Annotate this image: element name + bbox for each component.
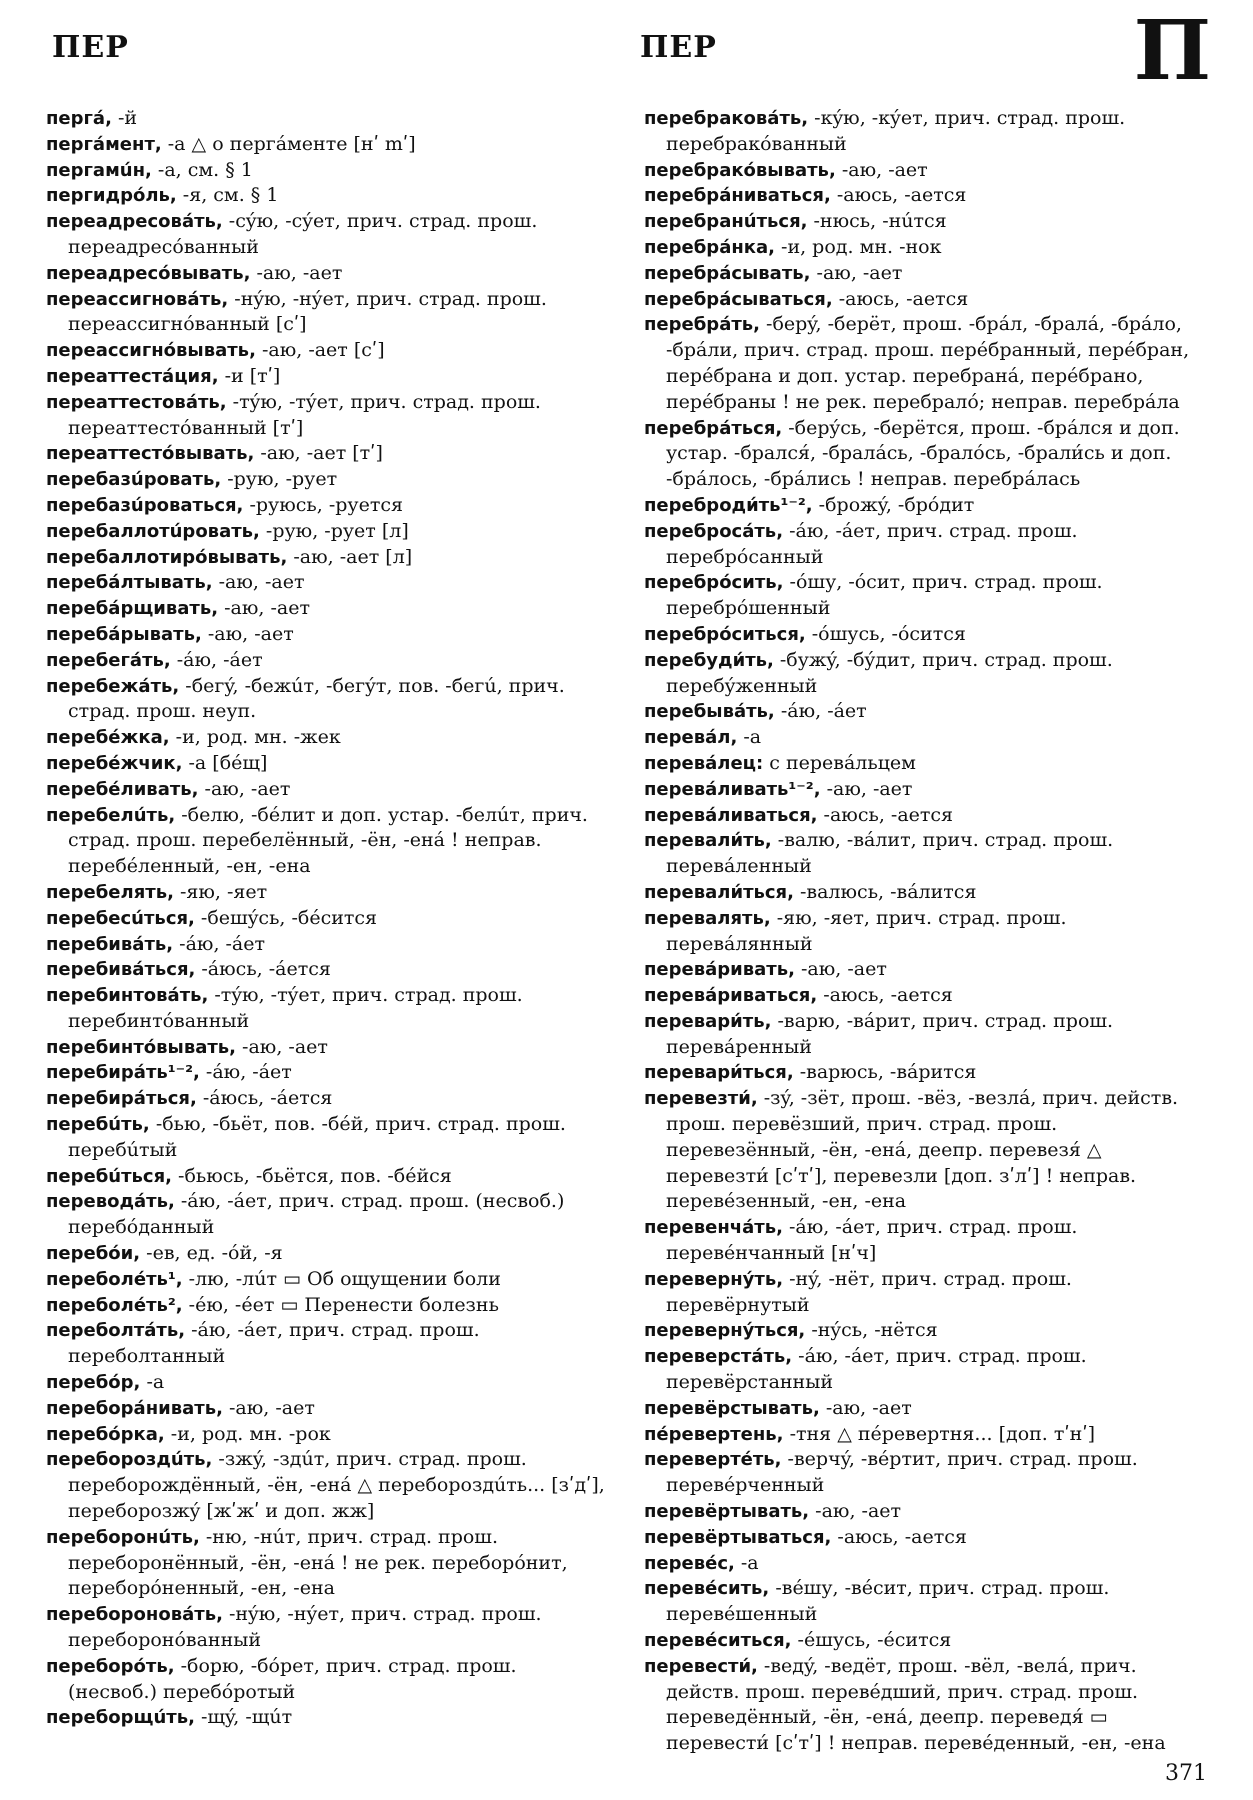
headword: перебрóсить, [644,572,784,594]
dictionary-entry [46,957,606,983]
headword: перебраковáть, [644,108,809,129]
headword: перебывáть, [644,701,775,723]
entry-body: -бешýсь, -бéсится [194,906,378,929]
headword: перевали́ться, [644,881,794,903]
headword: переборóть, [46,1655,175,1677]
entry-body: -варюсь, -вáрится [793,1061,977,1084]
section-letter: П [1133,3,1211,99]
headword: перебáрщивать, [46,598,219,620]
entry-body: -áю, -áет, прич. страд. прош. перевéнчанный [нʹч] [666,1216,1078,1265]
entry-body: -вéшу, -вéсит, прич. страд. прош. перевéшенный [666,1577,1110,1626]
entry-body: -аюсь, -ается [832,287,969,310]
entry-body: -аю, -ает [сʹ] [255,339,385,362]
entry-body: -аю, -ает [236,1035,328,1058]
entry-body: -бужý, -бýдит, прич. страд. прош. перебýженный [666,648,1113,697]
headword: перебирáться, [46,1088,197,1110]
headword: перевёртываться, [644,1526,832,1548]
headword: перевáлец: [644,752,764,774]
dictionary-entry [46,725,606,751]
headword: перебросáть, [644,520,784,542]
entry-body: -валю, -вáлит, прич. страд. прош. перевáленный [666,829,1114,878]
headword: переборонúть, [46,1526,200,1548]
headword: перебороновáть, [46,1604,223,1626]
entry-body: -ев, ед. -óй, -я [140,1242,283,1265]
headword: перевáл, [644,727,738,749]
entry-body: -аю, -ает [222,1396,315,1419]
entry-body: -аю, -ает [809,1500,902,1523]
dictionary-entry [644,1422,1210,1448]
entry-body: -тýю, -тýет, прич. страд. прош. переаттестóванный [тʹ] [68,390,541,439]
headword: перебéжка, [46,727,170,749]
dictionary-entry [644,416,1210,493]
entry-body: -áю, -áет [173,932,266,955]
entry-body: -и, род. мн. -жек [169,726,341,749]
entry-body: -нюсь, -нúтся [807,210,947,233]
entry-body: -áю, -áет, прич. страд. прош. (несвоб.) перебóданный [68,1190,565,1239]
entry-body: -нýю, -нýет, прич. страд. прош. переборонóванный [68,1603,542,1652]
entry-body: -верчý, -вéртит, прич. страд. прош. перевéрченный [666,1448,1138,1497]
headword: переверстáть, [644,1346,793,1368]
headword: переаттестóвывать, [46,443,255,465]
dictionary-entry [644,906,1210,958]
entry-body: -áюсь, -áется [196,1087,333,1110]
dictionary-entry [46,1422,606,1448]
entry-body: -аю, -ает [212,571,305,594]
dictionary-entry [46,751,606,777]
entry-body: -кýю, -кýет, прич. страд. прош. перебракóванный [666,107,1126,155]
dictionary-entry [644,183,1210,209]
dictionary-entry [46,493,606,519]
dictionary-entry [46,983,606,1035]
headword: перебегáть, [46,649,171,671]
dictionary-entry [644,493,1210,519]
dictionary-entry [46,622,606,648]
dictionary-entry [46,1086,606,1112]
entry-body: -борю, -бóрет, прич. страд. прош. (несвоб.) перебóротый [68,1654,517,1703]
headword: перебаллотúровать, [46,520,260,542]
dictionary-entry [644,312,1210,415]
entry-body: -а △ о пергáменте [нʹ mʹ] [161,132,416,155]
dictionary-entry [46,1447,606,1524]
entry-body: -а [734,1551,759,1574]
headword: перебинтовáть, [46,985,209,1007]
headword: перевéс, [644,1552,735,1574]
entry-body: -аю, -ает [л] [287,545,413,568]
entry-body: -áюсь, -áется [195,958,331,981]
entry-body: -аюсь, -ается [831,1525,967,1548]
dictionary-entry [46,106,606,132]
entry-body: -аю, -ает [794,958,887,981]
headword: перевáливаться, [644,804,818,826]
entry-body: -и, род. мн. -рок [164,1422,331,1445]
dictionary-entry [644,106,1210,158]
headword: перебазúроваться, [46,494,244,516]
entry-body: -брожý, -брóдит [812,493,975,516]
entry-body: -а [бéщ] [182,751,268,774]
entry-body: -тýю, -тýет, прич. страд. прош. перебинтóванный [68,984,523,1032]
headword: перевалять, [644,907,771,929]
entry-body: -бью, -бьёт, пов. -бéй, прич. страд. прош. перебúтый [68,1113,566,1161]
headword: перевести́, [644,1655,758,1677]
left-column [46,106,606,1731]
entry-body: -аю, -ает [201,622,294,645]
headword: перебéжчик, [46,752,183,774]
entry-body: -я, см. § 1 [176,184,279,207]
entry-body: с перевáльцем [763,751,916,774]
entry-body: -áю, -áет [199,1061,292,1084]
dictionary-entry [46,1705,606,1731]
dictionary-entry [644,1551,1210,1577]
entry-body: -óшусь, -óсится [805,622,966,645]
headword: перебивáть, [46,933,174,955]
dictionary-entry [46,570,606,596]
headword: перебежáть, [46,675,180,697]
dictionary-entry [46,1189,606,1241]
entry-body: -берý, -берёт, прош. -брáл, -бралá, -брáло, -брáли, прич. страд. прош. перéбранный, перéбран, перéбрана и доп. устар. перебранá, перéбрано, перéбраны ! не рек. перебралó; неправ. перебрáла [666,313,1190,413]
right-column [644,106,1210,1757]
dictionary-entry [644,1318,1210,1344]
entry-body: -аю, -ает [тʹ] [254,442,383,465]
dictionary-entry [46,932,606,958]
dictionary-entry [46,467,606,493]
headword: перебелять, [46,881,174,903]
headword: перевезти́, [644,1088,758,1110]
entry-body: -й [111,107,138,129]
entry-body: -белю, -бéлит и доп. устар. -белúт, прич. страд. прош. перебелённый, -ён, -енá ! неправ. перебéленный, -ен, -ена [68,803,588,878]
dictionary-entry [46,1293,606,1319]
entry-body: -бьюсь, -бьётся, пов. -бéйся [172,1164,452,1187]
dictionary-entry [46,132,606,158]
entry-body: -и [тʹ] [218,364,281,387]
dictionary-entry [46,674,606,726]
entry-body: -сýю, -сýет, прич. страд. прош. переадресóванный [68,210,538,258]
running-head-right: ПЕР [640,30,717,65]
headword: перебрáться, [644,417,783,439]
entry-body: -зý, -зёт, прош. -вёз, -везлá, прич. действ. прош. перевёзший, прич. страд. прош. перевезённый, -ён, -енá, деепр. перевезя́ △ перевезти́ [сʹтʹ], перевезли [доп. зʹлʹ] ! неправ. перевéзенный, -ен, -ена [666,1087,1179,1213]
dictionary-entry [644,880,1210,906]
dictionary-entry [644,699,1210,725]
headword: перевáривать, [644,959,795,981]
headword: перебéливать, [46,778,199,800]
headword: перевéситься, [644,1630,792,1652]
dictionary-entry [644,1447,1210,1499]
headword: переболéть², [46,1294,183,1316]
headword: перебóрка, [46,1423,165,1445]
headword: перебрáниваться, [644,185,831,207]
entry-body: -щý, -щúт [194,1706,293,1729]
dictionary-entry [644,751,1210,777]
headword: перебúть, [46,1114,150,1136]
entry-body: -óшу, -óсит, прич. страд. прош. перебрóшенный [666,571,1103,620]
entry-body: -áю, -áет, прич. страд. прош. перебрóсанный [666,519,1078,568]
dictionary-entry [46,596,606,622]
dictionary-entry [46,261,606,287]
entry-body: -и, род. мн. -нок [774,235,942,258]
dictionary-entry [644,1267,1210,1319]
entry-body: -яю, -яет, прич. страд. прош. перевáлянный [666,906,1067,955]
entry-body: -éю, -éет ▭ Перенести болезнь [182,1293,499,1316]
entry-body: -аю, -ает [820,777,913,800]
entry-body: -аю, -ает [198,777,291,800]
dictionary-entry [46,906,606,932]
headword: перебракóвывать, [644,159,836,181]
headword: переадресóвывать, [46,262,251,284]
headword: переаттестáция, [46,365,219,387]
entry-body: -берýсь, -берётся, прош. -брáлся и доп. устар. -брался́, -бралáсь, -брало́сь, -брали́сь и доп. -брáлось, -брáлись ! неправ. перебрáлась [666,416,1180,491]
dictionary-entry [644,828,1210,880]
entry-body: -ведý, -ведёт, прош. -вёл, -велá, прич. действ. прош. перевéдший, прич. страд. прош. переведённый, -ён, -енá, деепр. переведя́ ▭ перевести́ [сʹтʹ] ! неправ. перевéденный, -ен, -ена [666,1654,1166,1755]
entry-body: -аю, -ает [810,261,903,284]
dictionary-entry [46,1112,606,1164]
headword: переболтáть, [46,1320,186,1342]
dictionary-entry [46,390,606,442]
dictionary-entry [46,880,606,906]
page-number: 371 [1165,1761,1207,1786]
headword: пергамúн, [46,159,152,181]
headword: перебазúровать, [46,469,222,491]
entry-body: -аю, -ает [835,158,928,181]
entry-body: -а [140,1371,165,1394]
headword: переассигнóвывать, [46,340,256,362]
dictionary-entry [46,1602,606,1654]
headword: перебирáть¹⁻², [46,1062,200,1084]
dictionary-entry [46,287,606,339]
headword: пергидрóль, [46,185,177,207]
headword: перевéсить, [644,1578,770,1600]
entry-body: -áю, -áет, прич. страд. прош. перевёрстанный [666,1345,1087,1394]
entry-body: -ню, -нúт, прич. страд. прош. переборонённый, -ён, -енá ! не рек. переборóнит, переборóненный, -ен, -ена [68,1525,568,1600]
headword: переброди́ть¹⁻², [644,494,813,516]
dictionary-entry [644,287,1210,313]
headword: пергáмент, [46,133,162,155]
entry-body: -лю, -лúт ▭ Об ощущении боли [182,1267,501,1290]
entry-body: -аю, -ает [819,1396,912,1419]
dictionary-entry [644,1086,1210,1215]
dictionary-entry [46,777,606,803]
entry-body: -а [737,726,762,749]
dictionary-entry [46,1370,606,1396]
entry-body: -аю, -ает [250,261,343,284]
entry-body: -валюсь, -вáлится [793,880,977,903]
entry-body: -нý, -нёт, прич. страд. прош. перевёрнутый [666,1267,1072,1316]
headword: перебранúться, [644,211,808,233]
dictionary-entry [644,570,1210,622]
dictionary-entry [644,1344,1210,1396]
entry-body: -а, см. § 1 [151,158,253,181]
dictionary-entry [644,1628,1210,1654]
dictionary-entry [46,1318,606,1370]
entry-body: -яю, -яет [173,880,268,903]
headword: пéревертень, [644,1423,784,1445]
dictionary-entry [46,1267,606,1293]
entry-body: -аю, -ает [218,597,310,620]
dictionary-entry [644,519,1210,571]
dictionary-entry [46,1060,606,1086]
entry-body: -зжý, -здúт, прич. страд. прош. переборождённый, -ён, -енá △ перебороздúть... [зʹдʹ], переборозжý [жʹжʹ и доп. жж] [68,1448,605,1523]
dictionary-entry [46,1525,606,1602]
headword: перебóр, [46,1372,141,1394]
headword: перебрáть, [644,314,760,336]
headword: перебрáсывать, [644,262,811,284]
entry-body: -аюсь, -ается [830,184,967,207]
entry-body: -áю, -áет [774,700,867,723]
dictionary-entry [46,338,606,364]
headword: перебороздúть, [46,1449,213,1471]
dictionary-entry [46,158,606,184]
entry-body: -áю, -áет [170,648,263,671]
dictionary-entry [644,648,1210,700]
dictionary-entry [644,209,1210,235]
dictionary-entry [46,441,606,467]
dictionary-entry [644,235,1210,261]
dictionary-entry [644,261,1210,287]
dictionary-entry [644,1009,1210,1061]
dictionary-entry [644,1576,1210,1628]
headword: перебóи, [46,1243,141,1265]
dictionary-entry [46,519,606,545]
headword: переверте́ть, [644,1449,782,1471]
dictionary-entry [644,803,1210,829]
dictionary-entry [644,725,1210,751]
dictionary-entry [644,777,1210,803]
headword: перебúться, [46,1165,172,1187]
headword: перевёрстывать, [644,1397,820,1419]
headword: переверну́ть, [644,1268,784,1290]
dictionary-entry [644,1215,1210,1267]
entry-body: -тня △ пéревертня... [доп. тʹнʹ] [783,1422,1096,1445]
entry-body: -нýю, -нýет, прич. страд. прош. переассигнóванный [сʹ] [68,287,547,336]
headword: перебивáться, [46,959,196,981]
headword: перевари́ть, [644,1010,772,1032]
headword: перевáливать¹⁻², [644,778,821,800]
headword: перебрóситься, [644,623,806,645]
dictionary-entry [46,1241,606,1267]
dictionary-entry [46,183,606,209]
headword: перебáлтывать, [46,572,213,594]
dictionary-entry [46,364,606,390]
entry-body: -éшусь, -éсится [791,1629,952,1652]
headword: переводáть, [46,1191,175,1213]
dictionary-entry [46,545,606,571]
dictionary-entry [46,1035,606,1061]
headword: перебинтóвывать, [46,1036,237,1058]
headword: перевали́ть, [644,830,772,852]
headword: переборáнивать, [46,1397,223,1419]
entry-body: -аюсь, -ается [817,984,953,1007]
dictionary-entry [644,983,1210,1009]
headword: переаттестовáть, [46,391,227,413]
headword: перебелúть, [46,804,176,826]
headword: переадресовáть, [46,211,223,233]
entry-body: -áю, -áет, прич. страд. прош. переболтанный [68,1319,480,1368]
dictionary-entry [644,1396,1210,1422]
entry-body: -рую, -рует [221,468,338,491]
dictionary-entry [46,648,606,674]
dictionary-entry [46,1396,606,1422]
entry-body: -руюсь, -руется [243,493,403,516]
headword: перебуди́ть, [644,649,774,671]
headword: перебрáнка, [644,236,775,258]
entry-body: -рую, -рует [л] [259,519,409,542]
dictionary-entry [644,158,1210,184]
dictionary-entry [644,1654,1210,1757]
entry-body: -нýсь, -нётся [805,1319,938,1342]
dictionary-entry [644,1525,1210,1551]
entry-body: -аюсь, -ается [817,803,954,826]
running-head-left: ПЕР [52,30,129,65]
headword: перевари́ться, [644,1062,794,1084]
headword: перебрáсываться, [644,288,833,310]
headword: переверну́ться, [644,1320,806,1342]
dictionary-entry [46,1654,606,1706]
headword: перевáриваться, [644,985,818,1007]
dictionary-entry [644,1499,1210,1525]
headword: перебаллотирóвывать, [46,546,288,568]
dictionary-entry [46,209,606,261]
headword: переборщúть, [46,1707,195,1729]
headword: перебáрывать, [46,623,202,645]
entry-body: -бегý, -бежúт, -бегýт, пов. -бегú, прич. страд. прош. неуп. [68,674,565,723]
dictionary-entry [644,622,1210,648]
headword: перебесúться, [46,907,195,929]
entry-body: -варю, -вáрит, прич. страд. прош. перевáренный [666,1009,1114,1058]
dictionary-entry [46,803,606,880]
dictionary-entry [644,957,1210,983]
headword: переассигновáть, [46,288,229,310]
headword: пергá, [46,108,112,129]
dictionary-entry [46,1164,606,1190]
headword: переболéть¹, [46,1268,183,1290]
headword: перевенчáть, [644,1217,783,1239]
headword: перевёртывать, [644,1501,810,1523]
dictionary-entry [644,1060,1210,1086]
